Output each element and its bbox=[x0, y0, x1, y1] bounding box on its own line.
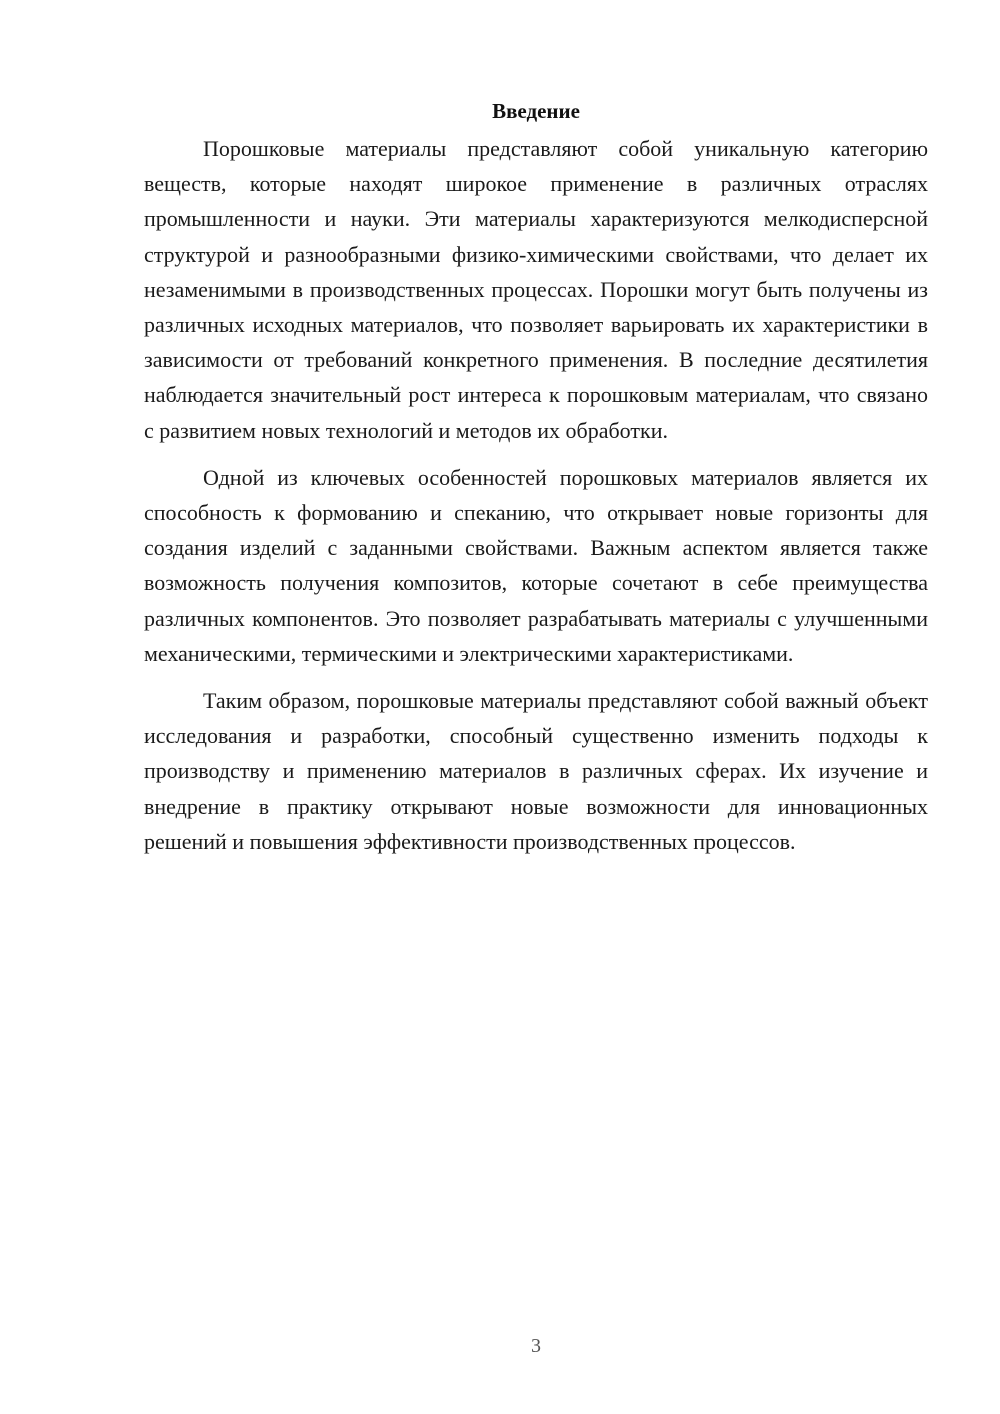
page-content bbox=[144, 96, 928, 859]
page-number: 3 bbox=[531, 1335, 541, 1357]
paragraph-features: Одной из ключевых особенностей порошковых материалов является их способность к формованию и спеканию, что открывает новые горизонты для создания изделий с заданными свойствами. Важным аспектом является также возможность получения композитов, которые сочетают в себе преимущества различных компонентов. Это позволяет разрабатывать материалы с улучшенными механическими, термическими и электрическими характеристиками. bbox=[144, 464, 928, 666]
paragraph-intro: Порошковые материалы представляют собой уникальную категорию веществ, которые находят широкое применение в различных отраслях промышленности и науки. Эти материалы характеризуются мелкодисперсной структурой и разнообразными физико-химическими свойствами, что делает их незаменимыми в производственных процессах. Порошки могут быть получены из различных исходных материалов, что позволяет варьировать их характеристики в зависимости от требований конкретного применения. В последние десятилетия наблюдается значительный рост интереса к порошковым материалам, что связано с развитием новых технологий и методов их обработки. bbox=[144, 136, 928, 443]
paragraph-conclusion: Таким образом, порошковые материалы представляют собой важный объект исследования и разработки, способный существенно изменить подходы к производству и применению материалов в различных сферах. Их изучение и внедрение в практику открывают новые возможности для инновационных решений и повышения эффективности производственных процессов. bbox=[144, 688, 928, 854]
section-title: Введение bbox=[492, 99, 580, 123]
